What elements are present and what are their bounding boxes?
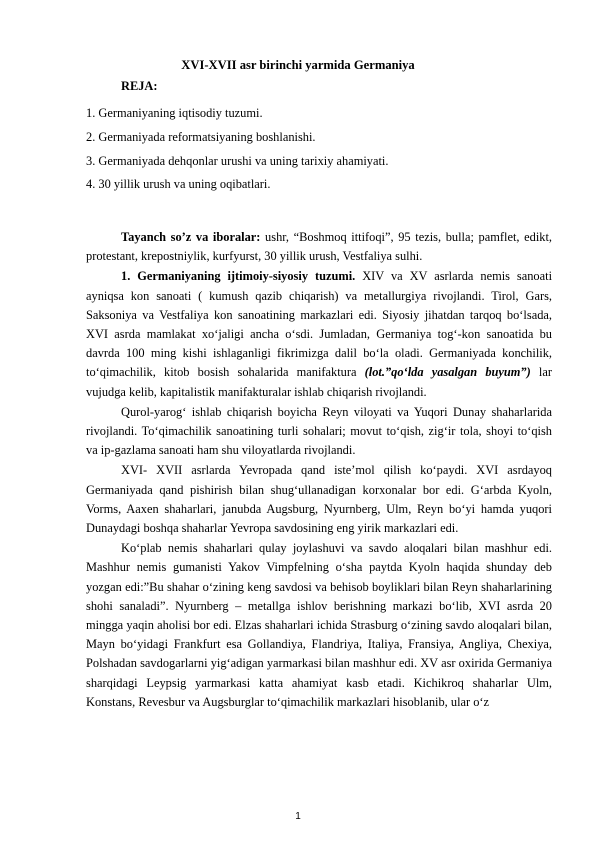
plan-item: 1. Germaniyaning iqtisodiy tuzumi. xyxy=(86,106,263,120)
document-title: XVI-XVII asr birinchi yarmida Germaniya xyxy=(181,58,415,72)
section-1-emphasis: (lot.”qo‘lda yasalgan buyum”) xyxy=(364,365,531,380)
section-1-heading: 1. Germaniyaning ijtimoiy-siyosiy tuzumi. xyxy=(121,269,356,284)
keywords-label: Tayanch so’z va iboralar: xyxy=(121,230,261,244)
document-body xyxy=(86,228,552,712)
section-1-text-a: XIV va XV asrlarda nemis sanoati ayniqsa kon sanoati ( kumush qazib chiqarish) va metallurgiya rivojlandi. Tirol, Gars, Saksoniya va Vestfaliya kon sanoatining markazlari edi. Siyosiy jihatdan tarqoq bo‘lsada, XVI asrda mamlakat xo‘jaligi ancha o‘sdi. Jumladan, Germaniya tog‘-kon sanoatida bu davrda 100 ming kishi ishlaganligi fikrimizga dalil bo‘la oladi. Germaniyada konchilik, to‘qimachilik, kitob bosish sohalarida manifaktura xyxy=(86,269,553,380)
section-1-text-b: lar vujudga kelib, kapitalistik manifakturalar ishlab chiqarish rivojlandi. xyxy=(86,365,552,399)
keywords-paragraph xyxy=(86,228,552,266)
plan-list xyxy=(86,104,388,199)
plan-item: 4. 30 yillik urush va uning oqibatlari. xyxy=(86,177,271,192)
keywords-text: ushr, “Boshmoq ittifoqi”, 95 tezis, bulla; pamflet, edikt, protestant, krepostniylik, kurfyurst, 30 yillik urush, Vestfaliya sulhi. xyxy=(86,230,552,264)
plan-heading: REJA: xyxy=(121,79,158,93)
body-paragraph: XVI- XVII asrlarda Yevropada qand iste’mol qilish ko‘paydi. XVI asrdayoq Germaniyada qand pishirish bilan shug‘ullanadigan korxonalar bor edi. G‘arbda Kyoln, Vorms, Aaxen shaharlari, janubda Augsburg, Nyurnberg, Ulm, Reyn bo‘yi hamda yuqori Dunaydagi boshqa shaharlar Yevropa savdosining eng yirik markazlari edi. xyxy=(86,463,552,536)
body-paragraph: Qurol-yarog‘ ishlab chiqarish boyicha Reyn viloyati va Yuqori Dunay shaharlarida rivojlandi. To‘qimachilik sanoatining turli sohalari; movut to‘qish, zig‘ir tola, shoyi to‘qish va ip-gazlama sanoati ham shu viloyatlarda rivojlandi. xyxy=(86,404,552,458)
plan-item: 2. Germaniyada reformatsiyaning boshlanishi. xyxy=(86,129,316,144)
plan-item: 3. Germaniyada dehqonlar urushi va uning tarixiy ahamiyati. xyxy=(86,153,389,168)
section-1-paragraph xyxy=(86,267,552,401)
body-paragraph: Ko‘plab nemis shaharlari qulay joylashuvi va savdo aloqalari bilan mashhur edi. Mashhur nemis gumanisti Yakov Vimpfelning o‘sha paytda Kyoln haqida shunday deb yozgan edi:”Bu shahar o‘zining keng savdosi va behisob boyliklari bilan Reyn shaharlarining shohi sanaladi”. Nyurnberg – metallga ishlov berishning markazi bo‘lib, XVI asrda 20 mingga yaqin aholisi bor edi. Elzas shaharlari ichida Strasburg o‘zining savdo aloqalari bilan, Mayn bo‘yidagi Frankfurt esa Gollandiya, Flandriya, Italiya, Fransiya, Angliya, Chexiya, Polshadan savdogarlarni yig‘adigan yarmarkasi bilan mashhur edi. XV asr oxirida Germaniya sharqidagi Leypsig yarmarkasi katta ahamiyat kasb etadi. Kichikroq shaharlar Ulm, Konstans, Revesbur va Augsburglar to‘qimachilik markazlari hisoblanib, ular o‘z xyxy=(86,541,552,709)
page-number: 1 xyxy=(295,811,301,822)
